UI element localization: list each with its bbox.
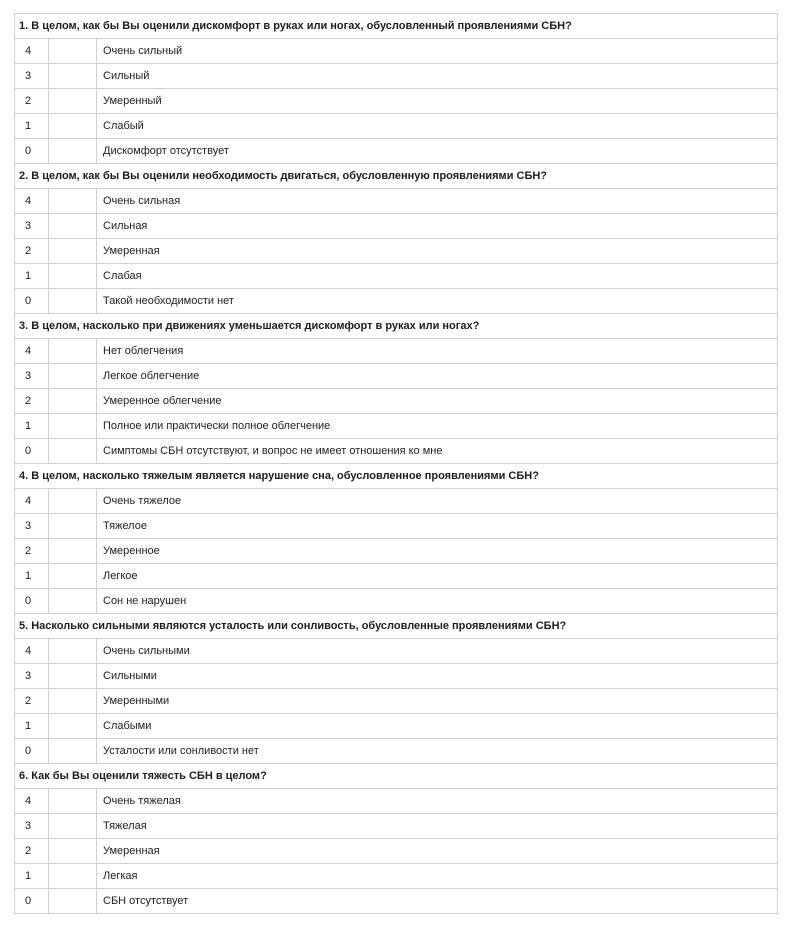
answer-row[interactable] [15, 389, 778, 414]
answer-label: Легкая [97, 864, 778, 889]
question-title: 5. Насколько сильными являются усталость или сонливость, обусловленные проявлениями СБН? [15, 614, 778, 639]
score-value: 0 [15, 439, 49, 464]
answer-label: Умеренная [97, 839, 778, 864]
answer-mark-cell[interactable] [49, 139, 97, 164]
answer-label: Тяжелая [97, 814, 778, 839]
answer-mark-cell[interactable] [49, 639, 97, 664]
answer-label: СБН отсутствует [97, 889, 778, 914]
score-value: 3 [15, 814, 49, 839]
score-value: 2 [15, 689, 49, 714]
score-value: 3 [15, 364, 49, 389]
answer-mark-cell[interactable] [49, 364, 97, 389]
answer-row[interactable] [15, 714, 778, 739]
answer-label: Очень сильная [97, 189, 778, 214]
question-title: 6. Как бы Вы оценили тяжесть СБН в целом? [15, 764, 778, 789]
answer-label: Умеренное [97, 539, 778, 564]
answer-row[interactable] [15, 189, 778, 214]
answer-row[interactable] [15, 289, 778, 314]
answer-row[interactable] [15, 814, 778, 839]
answer-row[interactable] [15, 589, 778, 614]
score-value: 0 [15, 739, 49, 764]
score-value: 1 [15, 564, 49, 589]
score-value: 0 [15, 289, 49, 314]
answer-row[interactable] [15, 564, 778, 589]
score-value: 3 [15, 214, 49, 239]
question-header-row [15, 14, 778, 39]
answer-mark-cell[interactable] [49, 489, 97, 514]
score-value: 3 [15, 664, 49, 689]
answer-mark-cell[interactable] [49, 714, 97, 739]
answer-mark-cell[interactable] [49, 214, 97, 239]
score-value: 3 [15, 64, 49, 89]
answer-mark-cell[interactable] [49, 389, 97, 414]
answer-mark-cell[interactable] [49, 864, 97, 889]
question-title: 2. В целом, как бы Вы оценили необходимость двигаться, обусловленную проявлениями СБН? [15, 164, 778, 189]
answer-mark-cell[interactable] [49, 664, 97, 689]
answer-row[interactable] [15, 739, 778, 764]
answer-label: Нет облегчения [97, 339, 778, 364]
score-value: 4 [15, 189, 49, 214]
answer-mark-cell[interactable] [49, 839, 97, 864]
answer-label: Слабый [97, 114, 778, 139]
question-header-row [15, 614, 778, 639]
answer-label: Очень тяжелая [97, 789, 778, 814]
answer-row[interactable] [15, 789, 778, 814]
answer-row[interactable] [15, 439, 778, 464]
answer-label: Умеренный [97, 89, 778, 114]
answer-mark-cell[interactable] [49, 264, 97, 289]
answer-label: Полное или практически полное облегчение [97, 414, 778, 439]
score-value: 2 [15, 239, 49, 264]
score-value: 4 [15, 489, 49, 514]
answer-label: Очень сильными [97, 639, 778, 664]
answer-mark-cell[interactable] [49, 414, 97, 439]
score-value: 4 [15, 789, 49, 814]
score-value: 3 [15, 514, 49, 539]
score-value: 0 [15, 139, 49, 164]
answer-row[interactable] [15, 514, 778, 539]
score-value: 1 [15, 264, 49, 289]
answer-mark-cell[interactable] [49, 789, 97, 814]
score-value: 0 [15, 589, 49, 614]
question-title: 1. В целом, как бы Вы оценили дискомфорт в руках или ногах, обусловленный проявлениями СБН? [15, 14, 778, 39]
answer-label: Легкое облегчение [97, 364, 778, 389]
answer-mark-cell[interactable] [49, 539, 97, 564]
score-value: 1 [15, 114, 49, 139]
answer-row[interactable] [15, 339, 778, 364]
answer-row[interactable] [15, 839, 778, 864]
answer-row[interactable] [15, 489, 778, 514]
score-value: 4 [15, 339, 49, 364]
answer-label: Сон не нарушен [97, 589, 778, 614]
question-header-row [15, 314, 778, 339]
answer-mark-cell[interactable] [49, 239, 97, 264]
answer-mark-cell[interactable] [49, 589, 97, 614]
answer-label: Дискомфорт отсутствует [97, 139, 778, 164]
answer-row[interactable] [15, 89, 778, 114]
score-value: 0 [15, 889, 49, 914]
score-value: 1 [15, 714, 49, 739]
question-header-row [15, 764, 778, 789]
score-value: 4 [15, 39, 49, 64]
answer-mark-cell[interactable] [49, 39, 97, 64]
answer-row[interactable] [15, 64, 778, 89]
answer-row[interactable] [15, 214, 778, 239]
answer-label: Очень сильный [97, 39, 778, 64]
answer-label: Усталости или сонливости нет [97, 739, 778, 764]
answer-label: Слабыми [97, 714, 778, 739]
answer-label: Такой необходимости нет [97, 289, 778, 314]
score-value: 2 [15, 89, 49, 114]
answer-row[interactable] [15, 264, 778, 289]
question-title: 4. В целом, насколько тяжелым является нарушение сна, обусловленное проявлениями СБН? [15, 464, 778, 489]
answer-mark-cell[interactable] [49, 114, 97, 139]
answer-mark-cell[interactable] [49, 739, 97, 764]
answer-mark-cell[interactable] [49, 814, 97, 839]
answer-label: Сильными [97, 664, 778, 689]
answer-row[interactable] [15, 689, 778, 714]
answer-row[interactable] [15, 139, 778, 164]
score-value: 1 [15, 414, 49, 439]
answer-mark-cell[interactable] [49, 689, 97, 714]
question-header-row [15, 164, 778, 189]
answer-row[interactable] [15, 639, 778, 664]
score-value: 4 [15, 639, 49, 664]
score-value: 2 [15, 539, 49, 564]
answer-mark-cell[interactable] [49, 514, 97, 539]
answer-row[interactable] [15, 239, 778, 264]
answer-row[interactable] [15, 664, 778, 689]
answer-mark-cell[interactable] [49, 889, 97, 914]
answer-mark-cell[interactable] [49, 564, 97, 589]
question-header-row [15, 464, 778, 489]
answer-label: Симптомы СБН отсутствуют, и вопрос не имеет отношения ко мне [97, 439, 778, 464]
answer-label: Умеренная [97, 239, 778, 264]
answer-mark-cell[interactable] [49, 64, 97, 89]
question-title: 3. В целом, насколько при движениях уменьшается дискомфорт в руках или ногах? [15, 314, 778, 339]
answer-row[interactable] [15, 364, 778, 389]
answer-label: Сильная [97, 214, 778, 239]
answer-label: Сильный [97, 64, 778, 89]
answer-mark-cell[interactable] [49, 289, 97, 314]
answer-mark-cell[interactable] [49, 439, 97, 464]
score-value: 2 [15, 839, 49, 864]
answer-row[interactable] [15, 414, 778, 439]
score-value: 1 [15, 864, 49, 889]
questionnaire-table [14, 13, 778, 914]
answer-row[interactable] [15, 39, 778, 64]
answer-label: Слабая [97, 264, 778, 289]
answer-label: Умеренными [97, 689, 778, 714]
answer-label: Умеренное облегчение [97, 389, 778, 414]
answer-row[interactable] [15, 864, 778, 889]
answer-label: Очень тяжелое [97, 489, 778, 514]
answer-row[interactable] [15, 539, 778, 564]
answer-mark-cell[interactable] [49, 189, 97, 214]
answer-mark-cell[interactable] [49, 89, 97, 114]
score-value: 2 [15, 389, 49, 414]
answer-row[interactable] [15, 889, 778, 914]
answer-label: Легкое [97, 564, 778, 589]
answer-label: Тяжелое [97, 514, 778, 539]
answer-mark-cell[interactable] [49, 339, 97, 364]
answer-row[interactable] [15, 114, 778, 139]
